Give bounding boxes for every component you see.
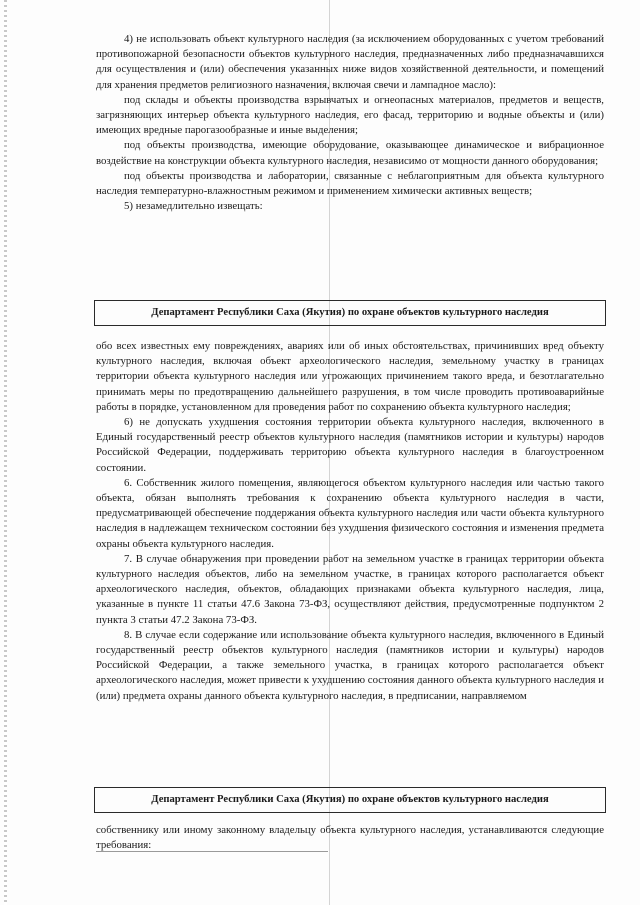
inset-underline (96, 851, 328, 852)
paragraph-vibration: под объекты производства, имеющие оборудование, оказывающее динамическое и вибрационное воздействие на конструкции объекта культурного наследия, независимо от мощности данного оборудования; (96, 139, 604, 167)
department-banner: Департамент Республики Саха (Якутия) по охране объектов культурного наследия (94, 300, 606, 326)
paragraph-owner-requirements: собственнику или иному законному владельцу объекта культурного наследия, устанавливаются следующие требования: (96, 824, 604, 852)
text-block-top (96, 32, 604, 214)
scan-edge (4, 0, 7, 905)
paragraph-item-5: 5) незамедлительно извещать: (124, 200, 263, 213)
paragraph-laboratories: под объекты производства и лаборатории, связанные с неблагоприятным для объекта культурного наследия температурно-влажностным режимом и применением химически активных веществ; (96, 169, 604, 198)
paragraph-section-6: 6. Собственник жилого помещения, являющегося объектом культурного наследия или частью такого объекта, обязан выполнять требования к сохранению объекта культурного наследия в части, предусматривающей обеспечение поддержания объекта культурного наследия или части объекта культурного наследия в надлежащем техническом состоянии без ухудшения физического состояния и изменения предмета охраны объекта культурного наследия. (96, 476, 604, 550)
paragraph-item-6: 6) не допускать ухудшения состояния территории объекта культурного наследия, включенного в Единый государственный реестр объектов культурного наследия (памятников истории и культуры) народов Российской Федерации, поддерживать территорию объекта культурного наследия в благоустроенном состоянии. (96, 416, 604, 474)
paragraph-warehouses: под склады и объекты производства взрывчатых и огнеопасных материалов, предметов и веществ, загрязняющих интерьер объекта культурного наследия, его фасад, территорию и водные объекты и (или) имеющих вредные парогазообразные и иные выделения; (96, 93, 604, 137)
text-block-middle (96, 339, 604, 704)
department-banner-bottom: Департамент Республики Саха (Якутия) по охране объектов культурного наследия (94, 787, 606, 813)
text-block-bottom (96, 823, 604, 853)
paragraph-damage-notice: обо всех известных ему повреждениях, авариях или об иных обстоятельствах, причинивших вред объекту культурного наследия, включая объект археологического наследия, земельному участку в границах территории объекта культурного наследия или угрожающих причинением такого вреда, и безотлагательно принимать меры по предотвращению дальнейшего разрушения, в том числе проводить противоаварийные работы в порядке, установленном для проведения работ по сохранению объекта культурного наследия; (96, 340, 604, 413)
paragraph-section-7: 7. В случае обнаружения при проведении работ на земельном участке в границах территории объекта культурного наследия объектов, либо на земельном участке, в границах которого располагается объект археологического наследия, объектов, обладающих признаками объекта культурного наследия, лица, указанные в пункте 11 статьи 47.6 Закона 73-ФЗ, осуществляют действия, предусмотренные подпунктом 2 пункта 3 статьи 47.2 Закона 73-ФЗ. (96, 552, 604, 626)
paragraph-item-4: 4) не использовать объект культурного наследия (за исключением оборудованных с учетом требований противопожарной безопасности объектов культурного наследия, предназначенных либо предназначавшихся для осуществления и (или) обеспечения указанных ниже видов хозяйственной деятельности, и помещений для хранения предметов религиозного назначения, включая свечи и лампадное масло): (96, 33, 604, 91)
paragraph-section-8: 8. В случае если содержание или использование объекта культурного наследия, включенного в Единый государственный реестр объектов культурного наследия (памятников истории и культуры) народов Российской Федерации, а также земельного участка, в границах которого располагается объект археологического наследия, может привести к ухудшению состояния данного объекта культурного наследия и (или) предмета охраны данного объекта культурного наследия, в предписании, направляемом (96, 628, 604, 702)
